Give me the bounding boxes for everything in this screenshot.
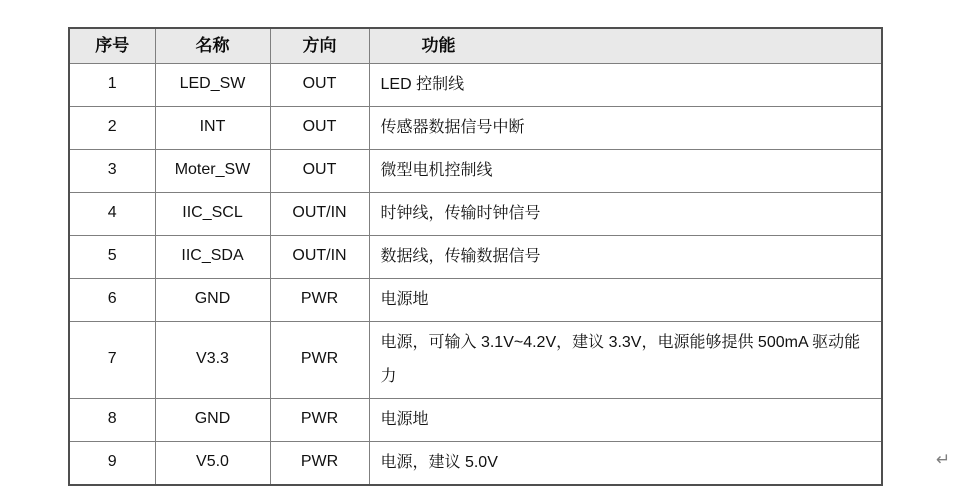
cell-direction: PWR: [270, 278, 369, 321]
table-row: [69, 192, 882, 235]
cell-direction: OUT/IN: [270, 235, 369, 278]
cell-name: V5.0: [155, 441, 270, 485]
column-header-direction: 方向: [270, 28, 369, 63]
cell-function: 时钟线，传输时钟信号: [369, 192, 882, 235]
cell-name: IIC_SDA: [155, 235, 270, 278]
column-header-serial: 序号: [69, 28, 155, 63]
cell-name: V3.3: [155, 321, 270, 398]
column-header-name: 名称: [155, 28, 270, 63]
cell-serial: 3: [69, 149, 155, 192]
column-header-function: 功能: [369, 28, 882, 63]
cell-direction: OUT: [270, 106, 369, 149]
header-row: [69, 28, 882, 63]
cell-serial: 1: [69, 63, 155, 106]
table-row: [69, 235, 882, 278]
cell-direction: PWR: [270, 441, 369, 485]
cell-direction: OUT: [270, 63, 369, 106]
cell-serial: 9: [69, 441, 155, 485]
cell-direction: OUT/IN: [270, 192, 369, 235]
cell-name: Moter_SW: [155, 149, 270, 192]
cell-serial: 4: [69, 192, 155, 235]
cell-serial: 2: [69, 106, 155, 149]
cell-function: 电源，建议 5.0V: [369, 441, 882, 485]
cell-serial: 7: [69, 321, 155, 398]
cell-direction: OUT: [270, 149, 369, 192]
cell-function: 数据线，传输数据信号: [369, 235, 882, 278]
cell-function: LED 控制线: [369, 63, 882, 106]
table-body: [69, 63, 882, 485]
cell-name: GND: [155, 398, 270, 441]
cell-function: 电源，可输入 3.1V~4.2V，建议 3.3V，电源能够提供 500mA 驱动能力: [369, 321, 882, 398]
table-row: [69, 278, 882, 321]
cell-function: 电源地: [369, 398, 882, 441]
table-row: [69, 106, 882, 149]
cell-name: GND: [155, 278, 270, 321]
table-row: [69, 63, 882, 106]
cell-function: 电源地: [369, 278, 882, 321]
cell-name: LED_SW: [155, 63, 270, 106]
cell-serial: 6: [69, 278, 155, 321]
cell-direction: PWR: [270, 398, 369, 441]
table-row: [69, 398, 882, 441]
paragraph-return-icon: ↵: [936, 450, 951, 470]
pin-function-table: [68, 27, 883, 486]
table-row: [69, 441, 882, 485]
cell-function: 传感器数据信号中断: [369, 106, 882, 149]
table-header: [69, 28, 882, 63]
cell-name: INT: [155, 106, 270, 149]
table-row: [69, 149, 882, 192]
cell-function: 微型电机控制线: [369, 149, 882, 192]
cell-serial: 8: [69, 398, 155, 441]
cell-name: IIC_SCL: [155, 192, 270, 235]
cell-direction: PWR: [270, 321, 369, 398]
table-row: [69, 321, 882, 398]
cell-serial: 5: [69, 235, 155, 278]
